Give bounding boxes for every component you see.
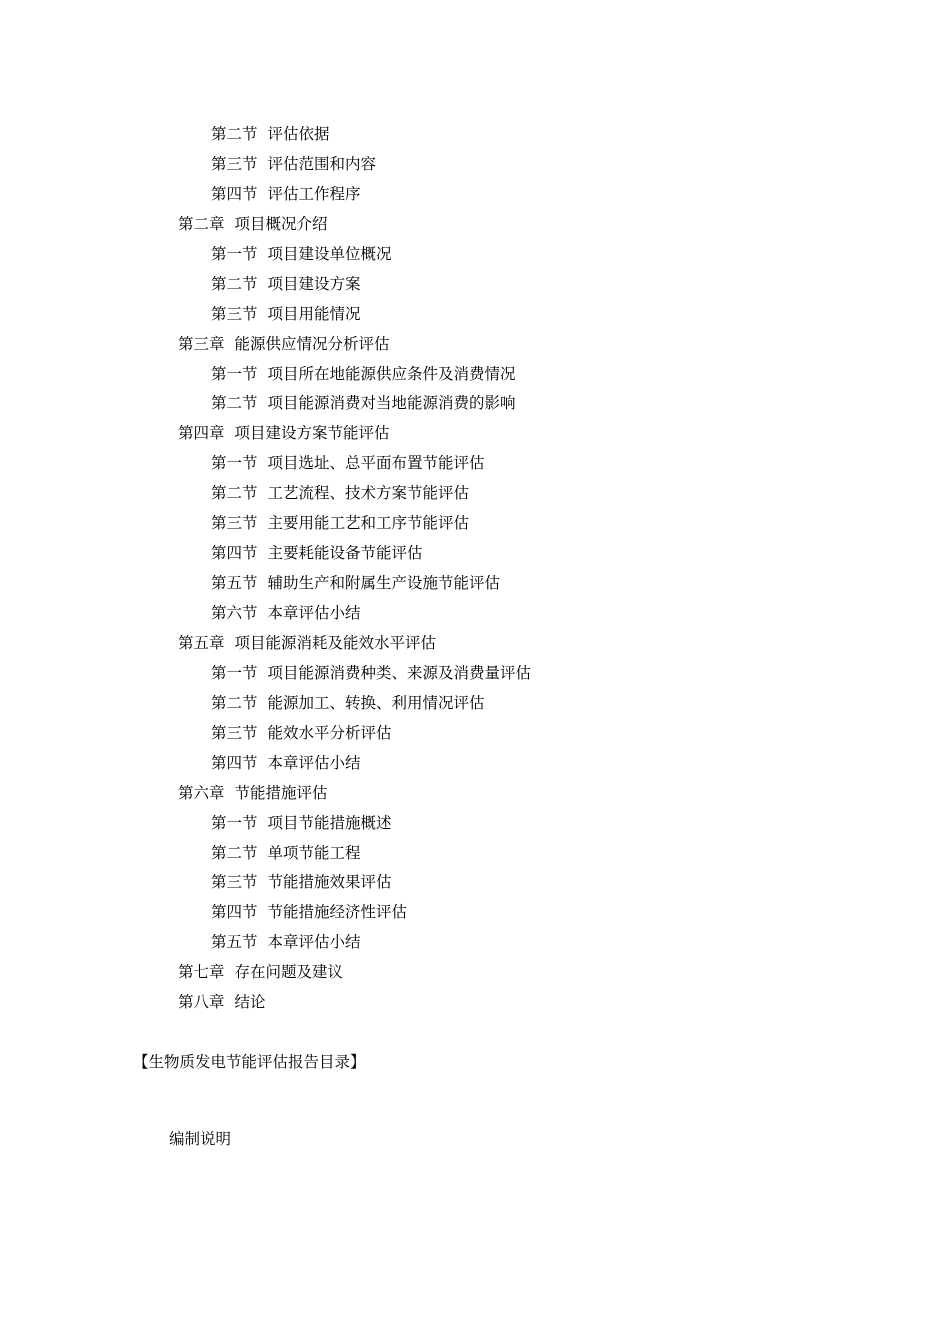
toc-number: 第四节 (211, 903, 258, 922)
toc-number: 第三节 (211, 304, 258, 323)
toc-section (0, 569, 950, 599)
toc-section (0, 300, 950, 330)
toc-number: 第一节 (211, 454, 258, 473)
toc-number: 第八章 (178, 993, 225, 1012)
toc-number: 第五章 (178, 633, 225, 652)
toc-section (0, 479, 950, 509)
toc-section (0, 719, 950, 749)
toc-number: 第三节 (211, 154, 258, 173)
toc-number: 第七章 (178, 963, 225, 982)
toc-section (0, 839, 950, 869)
toc-section (0, 120, 950, 150)
toc-number: 第二节 (211, 484, 258, 503)
toc-title: 评估工作程序 (267, 184, 361, 203)
toc-section (0, 928, 950, 958)
toc-title: 结论 (234, 993, 266, 1012)
document-title: 【生物质发电节能评估报告目录】 (133, 1053, 366, 1071)
toc-chapter (0, 419, 950, 449)
toc-section (0, 240, 950, 270)
toc-number: 第一节 (211, 244, 258, 263)
toc-section (0, 868, 950, 898)
toc-title: 项目概况介绍 (234, 214, 328, 233)
toc-number: 第二节 (211, 125, 258, 143)
toc-number: 第二章 (178, 214, 225, 233)
toc-title: 能源供应情况分析评估 (234, 334, 390, 353)
toc-title: 项目能源消费对当地能源消费的影响 (267, 394, 516, 413)
toc-title: 项目所在地能源供应条件及消费情况 (267, 364, 516, 383)
toc-section (0, 659, 950, 689)
toc-title: 节能措施评估 (234, 783, 328, 802)
toc-number: 第六节 (211, 604, 258, 622)
toc-section (0, 749, 950, 779)
toc-section (0, 809, 950, 839)
toc-title: 工艺流程、技术方案节能评估 (267, 484, 470, 503)
toc-title: 项目能源消费种类、来源及消费量评估 (267, 663, 532, 682)
toc-chapter (0, 779, 950, 809)
toc-title: 项目节能措施概述 (267, 813, 392, 832)
toc-number: 第六章 (178, 783, 225, 802)
toc-number: 第五节 (211, 574, 258, 593)
toc-number: 第四节 (211, 184, 258, 203)
toc-title: 本章评估小结 (267, 753, 361, 772)
toc-section (0, 150, 950, 180)
toc-chapter (0, 210, 950, 240)
toc-title: 能效水平分析评估 (267, 723, 392, 742)
toc-number: 第三章 (178, 334, 225, 353)
toc-chapter (0, 629, 950, 659)
toc-title: 项目建设单位概况 (267, 244, 392, 263)
toc-title: 项目能源消耗及能效水平评估 (234, 633, 437, 652)
toc-section (0, 599, 950, 629)
toc-number: 第三节 (211, 723, 258, 742)
toc-title: 本章评估小结 (267, 604, 361, 622)
toc-number: 第二节 (211, 843, 258, 862)
table-of-contents (0, 120, 950, 1018)
toc-number: 第四节 (211, 544, 258, 563)
toc-number: 第二节 (211, 394, 258, 413)
toc-number: 第一节 (211, 813, 258, 832)
toc-title: 节能措施效果评估 (267, 873, 392, 892)
toc-title: 项目用能情况 (267, 304, 361, 323)
toc-section (0, 360, 950, 390)
toc-title: 项目建设方案 (267, 274, 361, 293)
toc-number: 第一节 (211, 663, 258, 682)
toc-title: 主要耗能设备节能评估 (267, 544, 423, 563)
toc-section (0, 180, 950, 210)
toc-title: 节能措施经济性评估 (267, 903, 408, 922)
toc-number: 第四节 (211, 753, 258, 772)
toc-chapter (0, 988, 950, 1018)
toc-title: 主要用能工艺和工序节能评估 (267, 514, 470, 533)
toc-section (0, 539, 950, 569)
toc-title: 存在问题及建议 (234, 963, 344, 982)
toc-section (0, 689, 950, 719)
toc-title: 评估依据 (267, 125, 330, 143)
toc-chapter (0, 330, 950, 360)
toc-title: 辅助生产和附属生产设施节能评估 (267, 574, 501, 593)
toc-title: 项目选址、总平面布置节能评估 (267, 454, 485, 473)
toc-chapter (0, 958, 950, 988)
toc-number: 第三节 (211, 514, 258, 533)
toc-number: 第二节 (211, 693, 258, 712)
toc-title: 本章评估小结 (267, 933, 361, 952)
toc-number: 第五节 (211, 933, 258, 952)
toc-title: 能源加工、转换、利用情况评估 (267, 693, 485, 712)
toc-title: 单项节能工程 (267, 843, 361, 862)
toc-section (0, 389, 950, 419)
toc-number: 第四章 (178, 424, 225, 443)
toc-title: 项目建设方案节能评估 (234, 424, 390, 443)
toc-number: 第二节 (211, 274, 258, 293)
toc-section (0, 509, 950, 539)
toc-section (0, 449, 950, 479)
section-heading: 编制说明 (169, 1130, 232, 1148)
toc-section (0, 270, 950, 300)
toc-number: 第三节 (211, 873, 258, 892)
toc-number: 第一节 (211, 364, 258, 383)
toc-title: 评估范围和内容 (267, 154, 377, 173)
toc-section (0, 898, 950, 928)
